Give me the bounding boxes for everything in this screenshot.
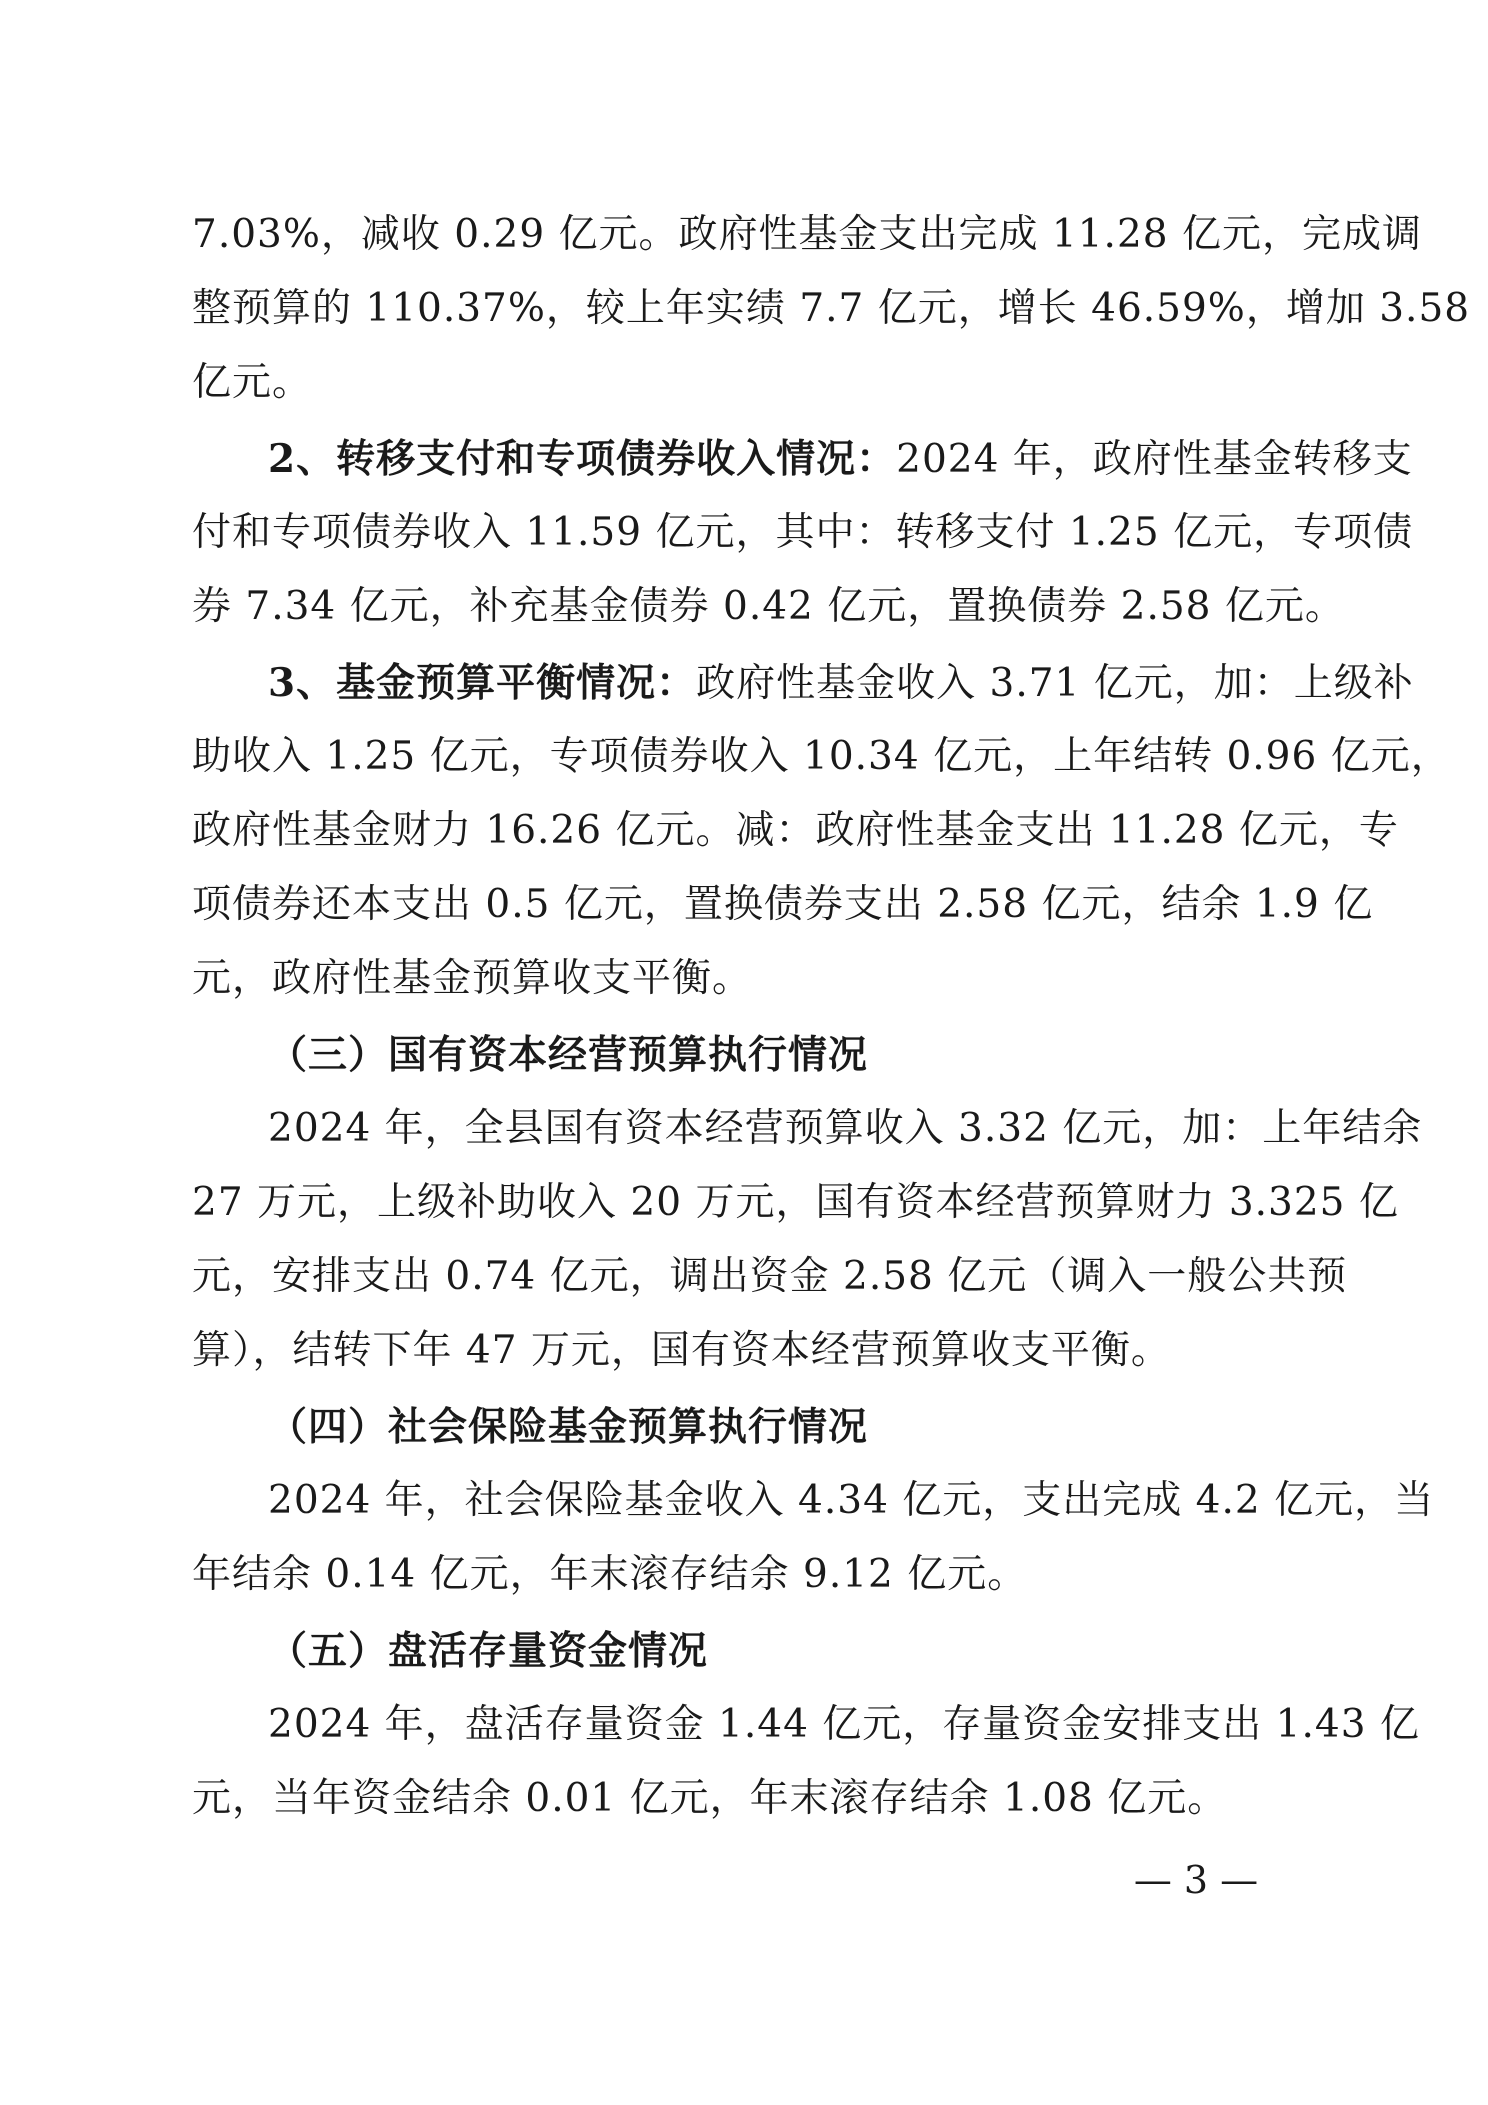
text-line: 元，安排支出 0.74 亿元，调出资金 2.58 亿元（调入一般公共预 [192, 1254, 1348, 1299]
paragraph-first-line [268, 422, 1413, 496]
text-line: 亿元。 [192, 360, 313, 405]
paragraph-first-line: 2024 年，社会保险基金收入 4.34 亿元，支出完成 4.2 亿元，当 [268, 1478, 1435, 1523]
text-line: 算），结转下年 47 万元，国有资本经营预算收支平衡。 [192, 1328, 1171, 1373]
text-line: 7.03%，减收 0.29 亿元。政府性基金支出完成 11.28 亿元，完成调 [192, 212, 1422, 257]
text-line: 整预算的 110.37%，较上年实绩 7.7 亿元，增长 46.59%，增加 3.58 [192, 286, 1471, 331]
text-line: 元，当年资金结余 0.01 亿元，年末滚存结余 1.08 亿元。 [192, 1776, 1228, 1821]
text-run: 政府性基金收入 3.71 亿元，加：上级补 [696, 661, 1414, 706]
text-line: 年结余 0.14 亿元，年末滚存结余 9.12 亿元。 [192, 1552, 1028, 1597]
section-heading-inline: 3、基金预算平衡情况： [268, 660, 697, 706]
section-heading: （三）国有资本经营预算执行情况 [268, 1032, 869, 1078]
paragraph-first-line: 2024 年，盘活存量资金 1.44 亿元，存量资金安排支出 1.43 亿 [268, 1702, 1420, 1747]
text-line: 项债券还本支出 0.5 亿元，置换债券支出 2.58 亿元，结余 1.9 亿 [192, 882, 1374, 927]
text-line: 助收入 1.25 亿元，专项债券收入 10.34 亿元，上年结转 0.96 亿元， [192, 734, 1451, 779]
paragraph-first-line: 2024 年，全县国有资本经营预算收入 3.32 亿元，加：上年结余 [268, 1106, 1423, 1151]
text-line: 券 7.34 亿元，补充基金债券 0.42 亿元，置换债券 2.58 亿元。 [192, 584, 1345, 629]
page-number: — 3 — [1133, 1858, 1259, 1902]
section-heading: （五）盘活存量资金情况 [268, 1628, 709, 1674]
paragraph-first-line [268, 646, 1414, 720]
text-run: 2024 年，政府性基金转移支 [896, 437, 1413, 482]
section-heading-inline: 2、转移支付和专项债券收入情况： [268, 436, 897, 482]
text-line: 政府性基金财力 16.26 亿元。减：政府性基金支出 11.28 亿元，专 [192, 808, 1399, 853]
text-line: 付和专项债券收入 11.59 亿元，其中：转移支付 1.25 亿元，专项债 [192, 510, 1414, 555]
section-heading: （四）社会保险基金预算执行情况 [268, 1404, 869, 1450]
text-line: 27 万元，上级补助收入 20 万元，国有资本经营预算财力 3.325 亿 [192, 1180, 1399, 1225]
text-line: 元，政府性基金预算收支平衡。 [192, 956, 753, 1001]
